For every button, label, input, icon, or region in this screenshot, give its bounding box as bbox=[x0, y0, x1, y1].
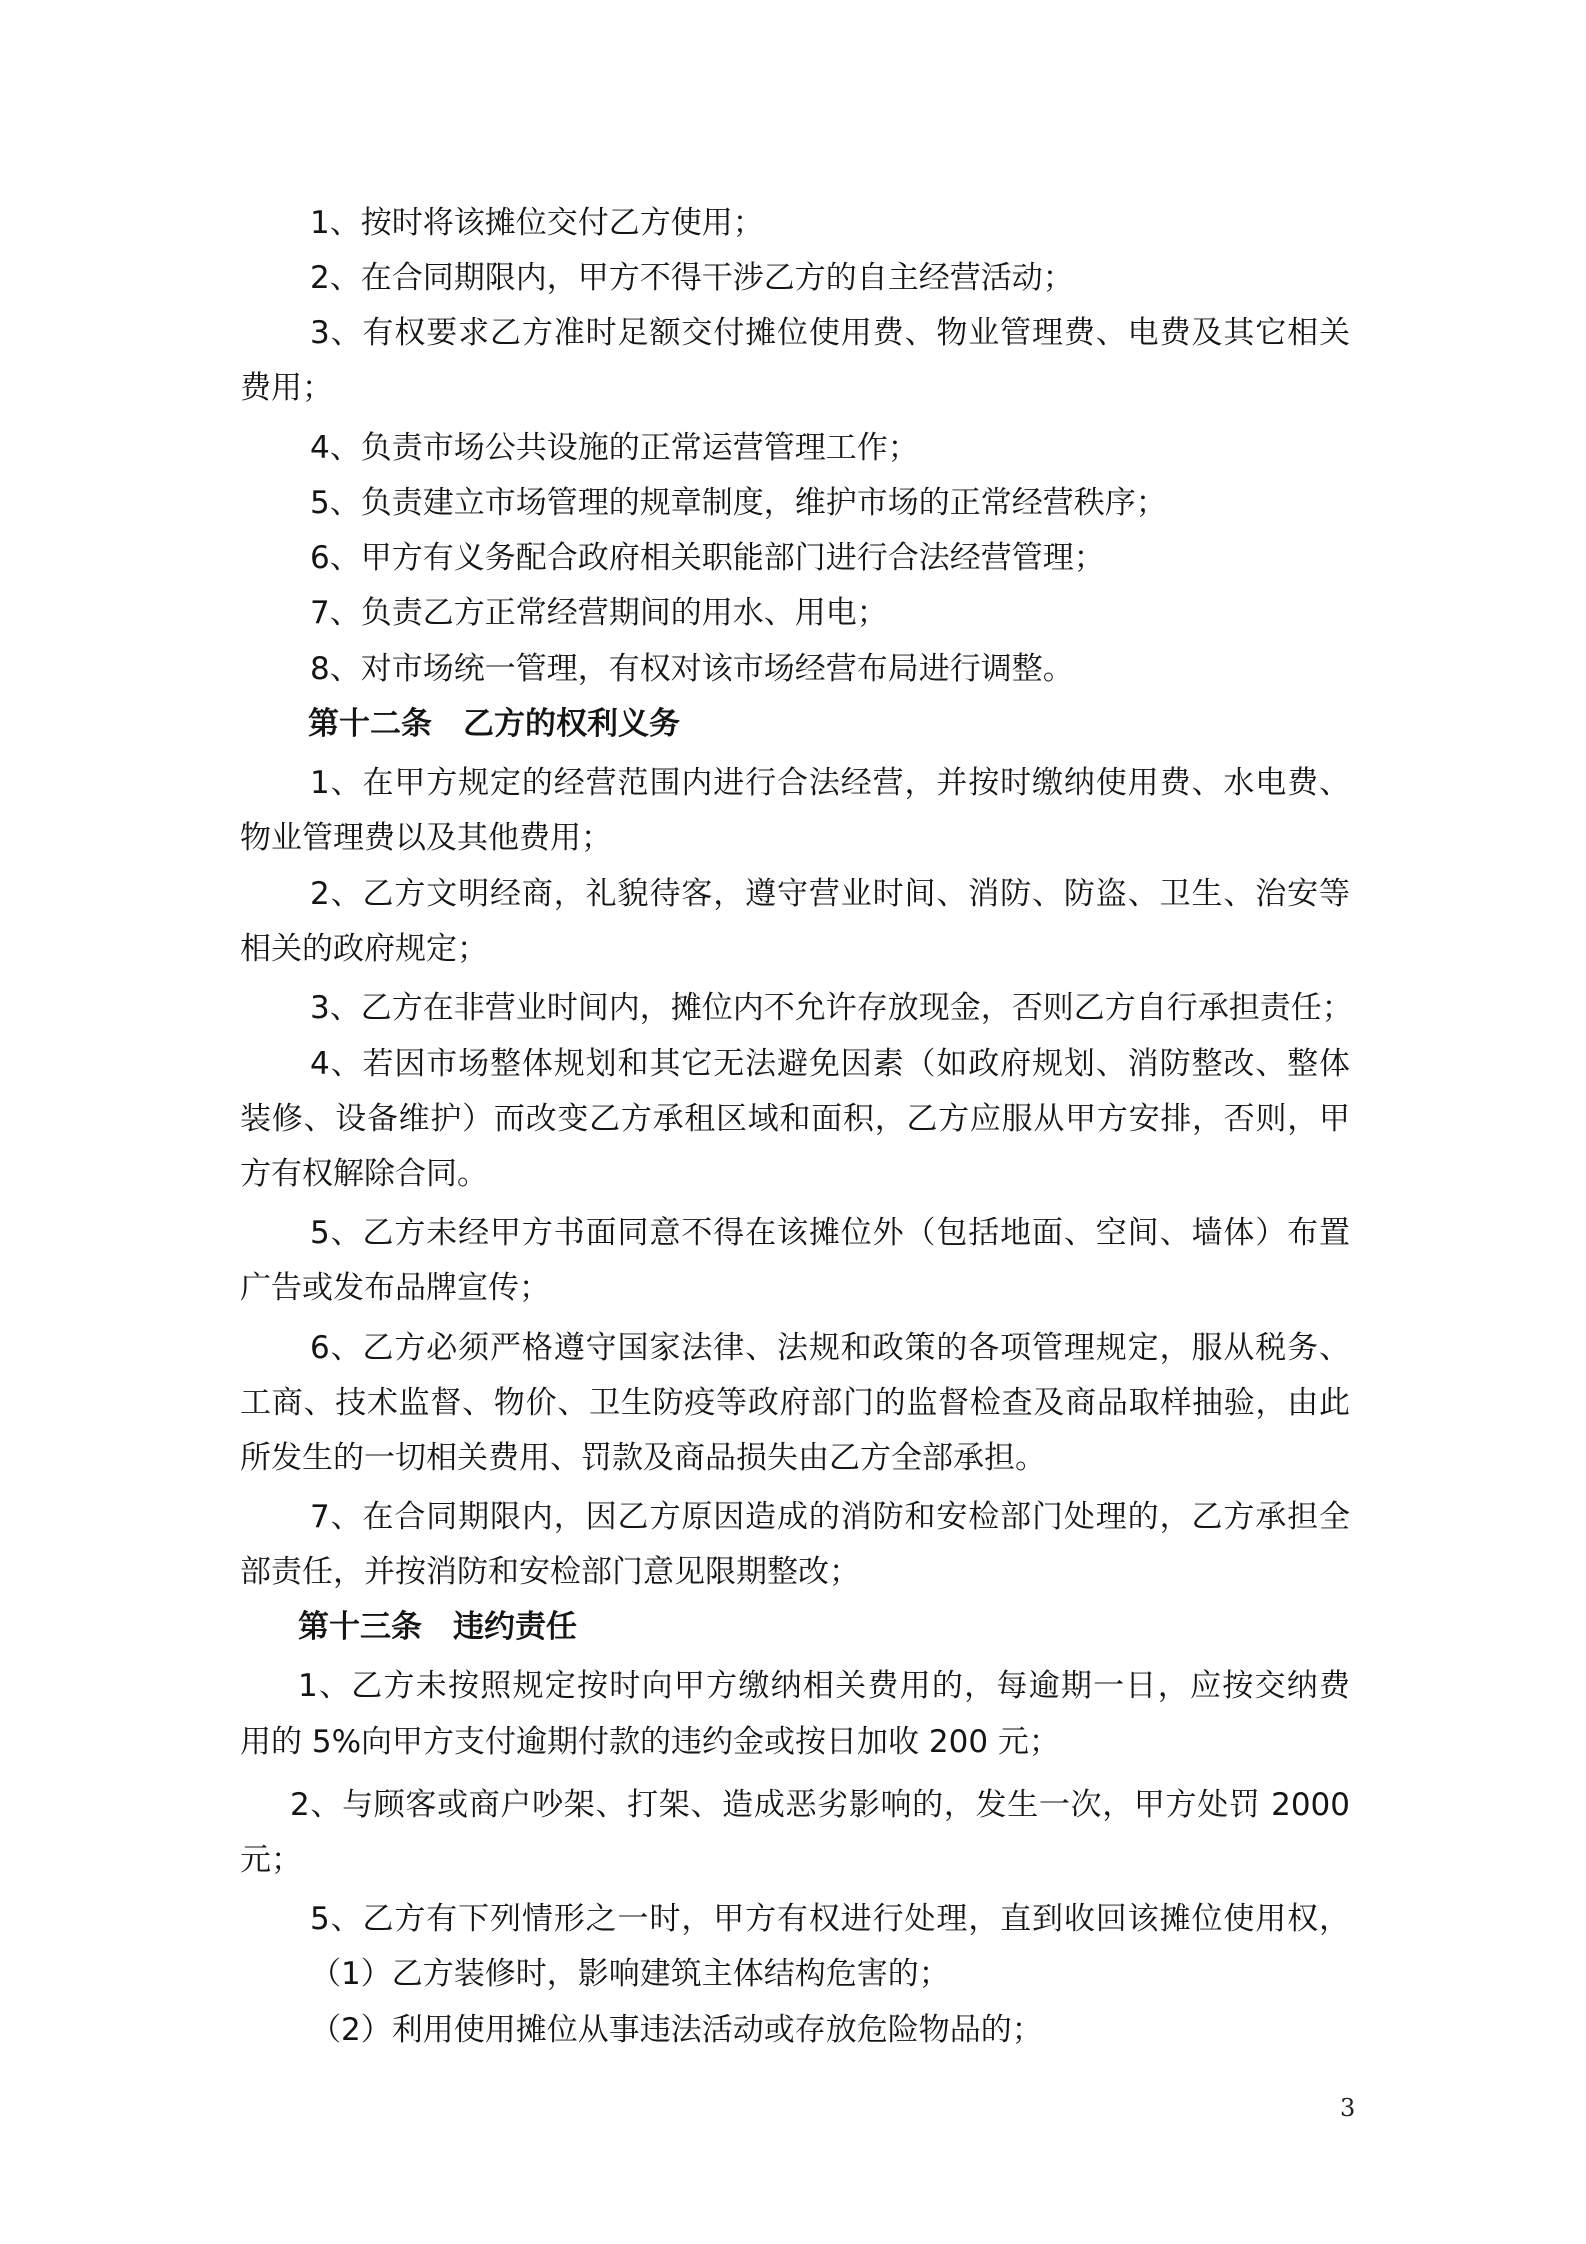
text-line: 1、按时将该摊位交付乙方使用； bbox=[310, 205, 764, 241]
text-line: 物业管理费以及其他费用； bbox=[240, 820, 612, 856]
text-line: 2、与顾客或商户吵架、打架、造成恶劣影响的，发生一次，甲方处罚 2000 bbox=[290, 1787, 1350, 1823]
text-line: 元； bbox=[240, 1842, 302, 1878]
text-line: 费用； bbox=[240, 370, 333, 406]
text-line: 8、对市场统一管理，有权对该市场经营布局进行调整。 bbox=[310, 651, 1074, 687]
page-number: 3 bbox=[1340, 2094, 1356, 2122]
section-heading-13: 第十三条 违约责任 bbox=[298, 1609, 577, 1645]
text-line: 广告或发布品牌宣传； bbox=[240, 1270, 550, 1306]
text-line: 4、负责市场公共设施的正常运营管理工作； bbox=[310, 430, 919, 466]
text-line: 所发生的一切相关费用、罚款及商品损失由乙方全部承担。 bbox=[240, 1440, 1046, 1476]
text-line: 1、乙方未按照规定按时向甲方缴纳相关费用的，每逾期一日，应按交纳费 bbox=[298, 1668, 1350, 1704]
text-line: 5、负责建立市场管理的规章制度，维护市场的正常经营秩序； bbox=[310, 485, 1167, 521]
text-line: 7、负责乙方正常经营期间的用水、用电； bbox=[310, 595, 888, 631]
text-line: 部责任，并按消防和安检部门意见限期整改； bbox=[240, 1554, 860, 1590]
text-line: 方有权解除合同。 bbox=[240, 1156, 488, 1192]
text-line: 3、有权要求乙方准时足额交付摊位使用费、物业管理费、电费及其它相关 bbox=[310, 315, 1350, 351]
text-line: 1、在甲方规定的经营范围内进行合法经营，并按时缴纳使用费、水电费、 bbox=[310, 765, 1350, 801]
text-line: （1）乙方装修时，影响建筑主体结构危害的； bbox=[310, 1956, 950, 1992]
text-line: 7、在合同期限内，因乙方原因造成的消防和安检部门处理的，乙方承担全 bbox=[310, 1499, 1350, 1535]
text-line: 工商、技术监督、物价、卫生防疫等政府部门的监督检查及商品取样抽验，由此 bbox=[240, 1385, 1350, 1421]
text-line: 2、乙方文明经商，礼貌待客，遵守营业时间、消防、防盗、卫生、治安等 bbox=[310, 876, 1350, 912]
text-line: 6、甲方有义务配合政府相关职能部门进行合法经营管理； bbox=[310, 540, 1105, 576]
text-line: 相关的政府规定； bbox=[240, 931, 488, 967]
text-line: 2、在合同期限内，甲方不得干涉乙方的自主经营活动； bbox=[310, 260, 1074, 296]
section-heading-12: 第十二条 乙方的权利义务 bbox=[308, 706, 680, 742]
text-line: 5、乙方未经甲方书面同意不得在该摊位外（包括地面、空间、墙体）布置 bbox=[310, 1215, 1350, 1251]
text-line: 装修、设备维护）而改变乙方承租区域和面积，乙方应服从甲方安排，否则，甲 bbox=[240, 1101, 1350, 1137]
text-line: 4、若因市场整体规划和其它无法避免因素（如政府规划、消防整改、整体 bbox=[310, 1046, 1350, 1082]
text-line: 5、乙方有下列情形之一时，甲方有权进行处理，直到收回该摊位使用权， bbox=[310, 1901, 1350, 1937]
text-line: 用的 5%向甲方支付逾期付款的违约金或按日加收 200 元； bbox=[240, 1724, 1060, 1760]
text-line: 6、乙方必须严格遵守国家法律、法规和政策的各项管理规定，服从税务、 bbox=[310, 1330, 1350, 1366]
text-line: （2）利用使用摊位从事违法活动或存放危险物品的； bbox=[310, 2012, 1043, 2048]
text-line: 3、乙方在非营业时间内，摊位内不允许存放现金，否则乙方自行承担责任； bbox=[310, 990, 1353, 1026]
